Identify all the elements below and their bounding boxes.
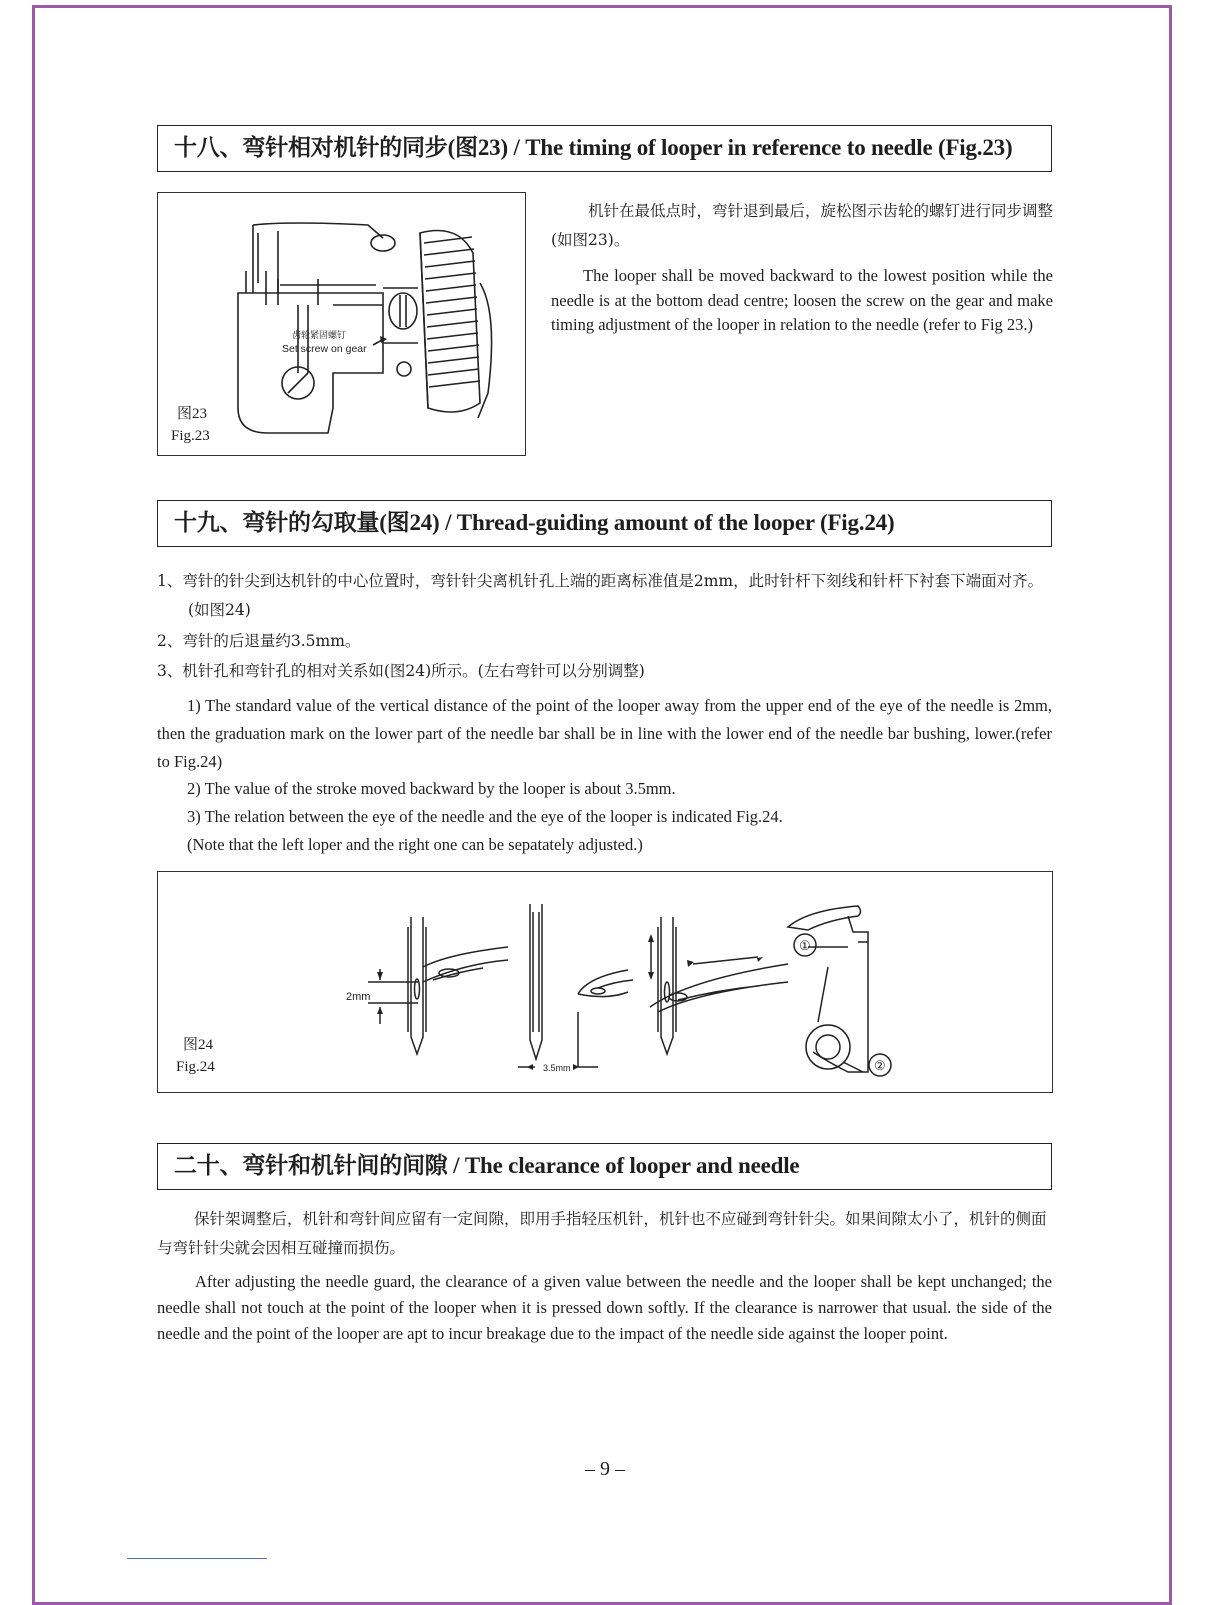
fig24-label-cn: 图24: [183, 1037, 214, 1053]
fig23-label-cn: 图23: [177, 406, 208, 422]
section-19-en-item-1: 1) The standard value of the vertical distance of the point of the looper away from the upper end of the eye of the needle is 2mm, then the graduation mark on the lower part of the needle bar shall be in line with the lower end of the needle bar bushing, lower.(refer to Fig.24): [157, 696, 1052, 771]
section-19-cn-item-3: 3、机针孔和弯针孔的相对关系如(图24)所示。(左右弯针可以分别调整): [157, 662, 645, 680]
page-number: – 9 –: [585, 1458, 625, 1480]
fig24-marker-2: ②: [874, 1058, 886, 1073]
section-19-en-note: (Note that the left loper and the right one can be sepatately adjusted.): [187, 835, 643, 854]
figure-23: [157, 192, 526, 456]
fig23-callout-cn: 齿轮紧固螺钉: [292, 331, 347, 341]
section-18-en-text: The looper shall be moved backward to the lowest position while the needle is at the bottom dead centre; loosen the screw on the gear and make timing adjustment of the looper in relation to the needle (refer to Fig 23.): [551, 266, 1053, 334]
section-19-en-item-2: 2) The value of the stroke moved backward by the looper is about 3.5mm.: [187, 779, 676, 798]
fig24-label-en: Fig.24: [176, 1059, 215, 1075]
figure-24: [157, 871, 1053, 1093]
section-18-cn-text: 机针在最低点时，弯针退到最后，旋松图示齿轮的螺钉进行同步调整(如图23)。: [551, 202, 1054, 249]
section-18-heading: 十八、弯针相对机针的同步(图23) / The timing of looper in reference to needle (Fig.23): [157, 125, 1052, 172]
fig23-callout-en: Set screw on gear: [282, 343, 367, 355]
fig24-marker-1: ①: [799, 938, 811, 953]
fig23-drawing: [158, 193, 524, 454]
section-20-cn-text: 保针架调整后，机针和弯针间应留有一定间隙，即用手指轻压机针，机针也不应碰到弯针针尖。如果间隙太小了，机针的侧面与弯针针尖就会因相互碰撞而损伤。: [157, 1210, 1047, 1257]
section-19-en-item-3: 3) The relation between the eye of the needle and the eye of the looper is indicated Fig.24.: [187, 807, 783, 826]
section-19-cn-item-1: 1、弯针的针尖到达机针的中心位置时，弯针针尖离机针孔上端的距离标准值是2mm，此时针杆下刻线和针杆下衬套下端面对齐。(如图24): [157, 572, 1044, 619]
section-19-heading: 十九、弯针的勾取量(图24) / Thread-guiding amount of the looper (Fig.24): [157, 500, 1052, 547]
fig24-drawing: [158, 872, 1051, 1091]
fig23-label-en: Fig.23: [171, 428, 210, 444]
section-19-cn-item-2: 2、弯针的后退量约3.5mm。: [157, 632, 361, 650]
footer-rule: [127, 1558, 267, 1559]
fig24-dim-3-5mm: 3.5mm: [543, 1063, 571, 1073]
section-20-heading: 二十、弯针和机针间的间隙 / The clearance of looper and needle: [157, 1143, 1052, 1190]
fig24-dim-2mm: 2mm: [346, 991, 371, 1003]
section-20-en-text: After adjusting the needle guard, the clearance of a given value between the needle and the looper shall be kept unchanged; the needle shall not touch at the point of the looper when it is pressed down softly. If the clearance is narrower that usual. the side of the needle and the point of the looper are apt to incur breakage due to the impact of the needle side against the looper point.: [157, 1272, 1052, 1343]
